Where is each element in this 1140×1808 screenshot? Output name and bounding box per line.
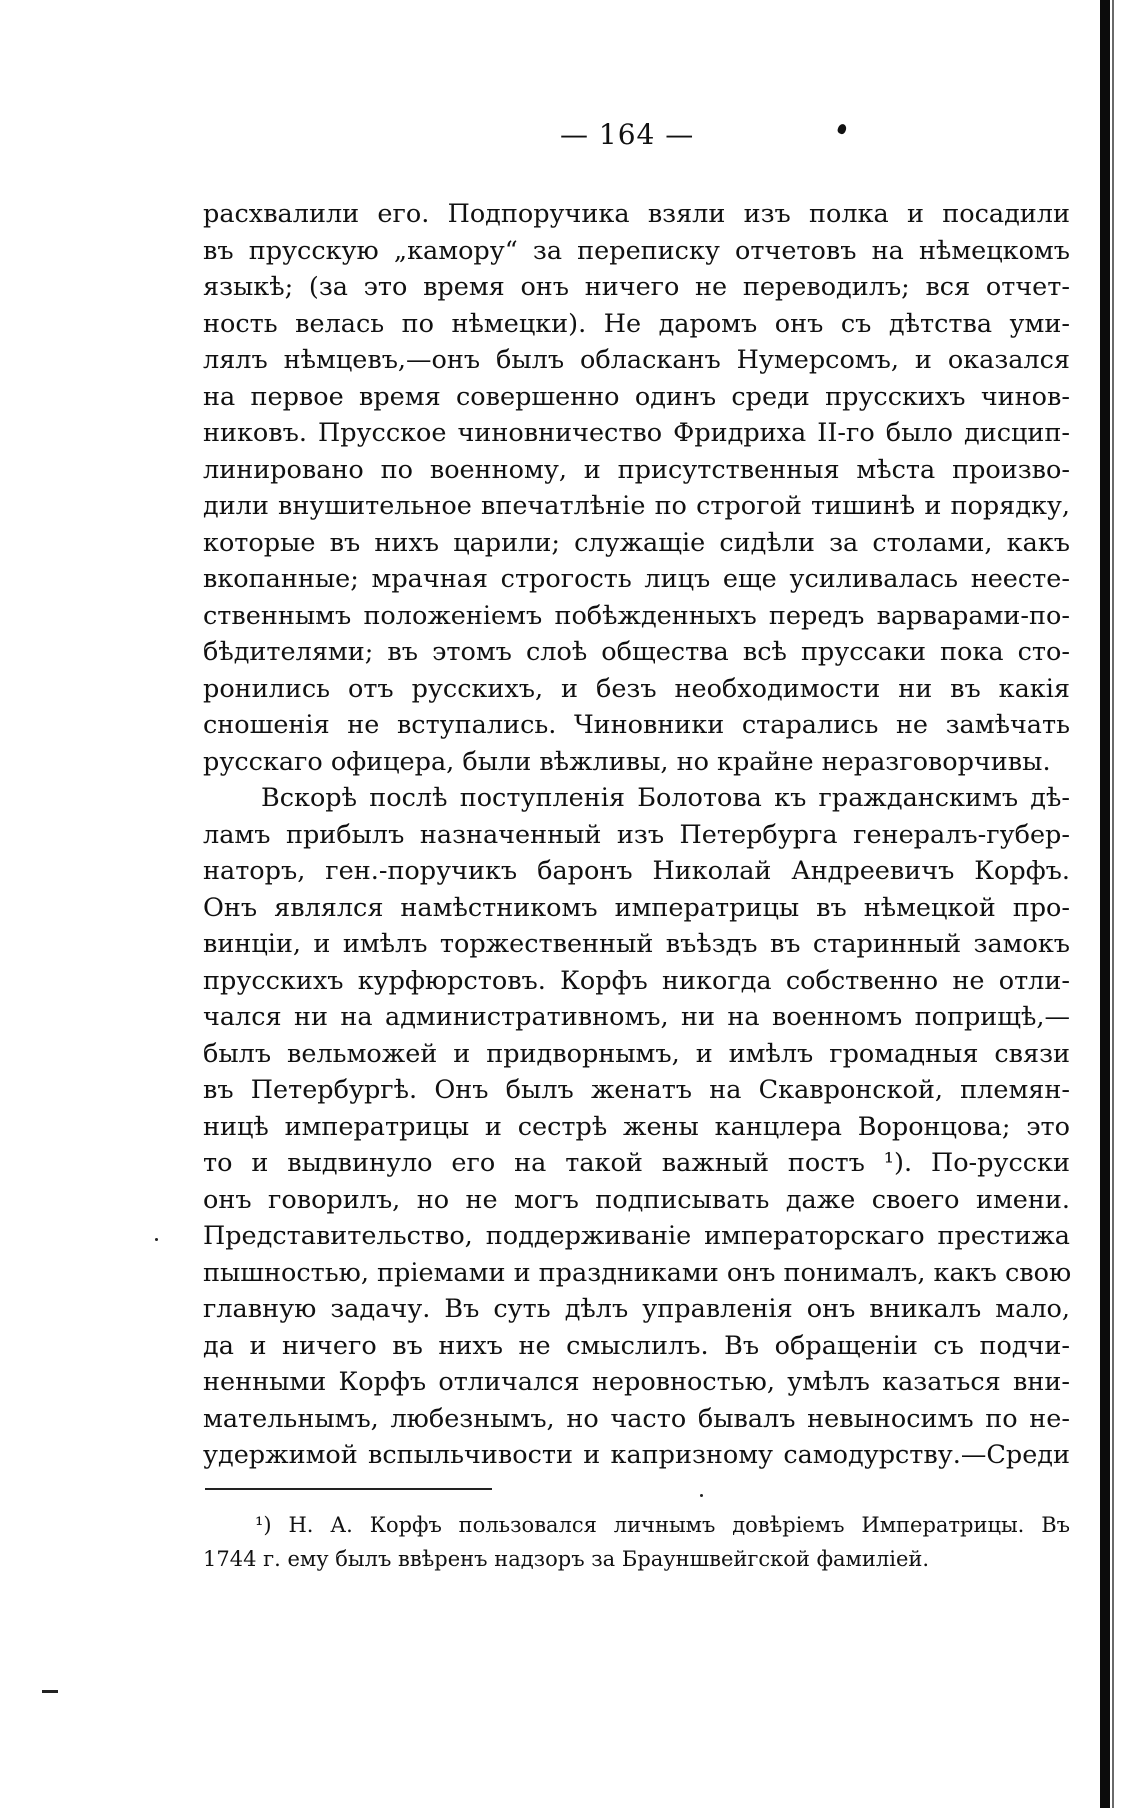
text-line: расхвалили его. Подпоручика взяли изъ полка и посадили [203, 199, 1070, 229]
text-line: былъ вельможей и придворнымъ, и имѣлъ громадныя связи [203, 1038, 1070, 1069]
text-line: языкѣ; (за это время онъ ничего не переводилъ; вся отчет- [203, 272, 1070, 302]
text-line: Онъ являлся намѣстникомъ императрицы въ нѣмецкой про- [203, 892, 1070, 923]
footnote-divider [205, 1488, 492, 1490]
text-line: ламъ прибылъ назначенный изъ Петербурга генералъ-губер- [203, 819, 1070, 850]
ink-speck [700, 1494, 703, 1497]
text-line: ность велась по нѣмецки). Не даромъ онъ съ дѣтства уми- [203, 308, 1070, 339]
text-line: удержимой вспыльчивости и капризному самодурству.—Среди [203, 1440, 1070, 1470]
text-line: никовъ. Прусское чиновничество Фридриха II-го было дисцип- [203, 418, 1070, 448]
page-edge-shadow [1100, 0, 1110, 1808]
text-line: ронились отъ русскихъ, и безъ необходимости ни въ какія [203, 673, 1070, 704]
footnote-line: ¹) Н. А. Корфъ пользовался личнымъ довѣріемъ Императрицы. Въ [255, 1513, 1070, 1537]
text-line: мательнымъ, любезнымъ, но часто бывалъ невыносимъ по не- [203, 1403, 1070, 1434]
text-line: онъ говорилъ, но не могъ подписывать даже своего имени. [203, 1184, 1070, 1215]
text-line: сношенія не вступались. Чиновники старались не замѣчать [203, 710, 1070, 740]
ink-blot-mark [837, 123, 848, 135]
text-line: въ прусскую „камору“ за переписку отчетовъ на нѣмецкомъ [203, 235, 1070, 266]
text-line: главную задачу. Въ суть дѣлъ управленія онъ вникалъ мало, [203, 1294, 1070, 1324]
text-line: линировано по военному, и присутственныя мѣста произво- [203, 454, 1070, 485]
page-edge-line [1112, 0, 1114, 1808]
text-line: лялъ нѣмцевъ,—онъ былъ обласканъ Нумерсомъ, и оказался [203, 345, 1070, 375]
text-line: прусскихъ курфюрстовъ. Корфъ никогда собственно не отли- [203, 965, 1070, 996]
footnote [203, 1508, 1070, 1576]
page-number: — 164 — [560, 118, 695, 151]
text-line: ненными Корфъ отличался неровностью, умѣлъ казаться вни- [203, 1367, 1070, 1397]
text-line: ницѣ императрицы и сестрѣ жены канцлера Воронцова; это [203, 1111, 1070, 1142]
text-line: пышностью, пріемами и праздниками онъ понималъ, какъ свою [203, 1257, 1072, 1288]
text-line: да и ничего въ нихъ не смыслилъ. Въ обращеніи съ подчи- [203, 1330, 1070, 1361]
margin-mark [42, 1690, 58, 1693]
text-line: вкопанные; мрачная строгость лицъ еще усиливалась неесте- [203, 564, 1070, 594]
body-text [203, 196, 1070, 1474]
text-line: ственнымъ положеніемъ побѣжденныхъ передъ варварами-по- [203, 600, 1070, 631]
text-line: русскаго офицера, были вѣжливы, но крайне неразговорчивы. [203, 746, 1051, 777]
text-line: Вскорѣ послѣ поступленія Болотова къ гражданскимъ дѣ- [261, 783, 1070, 813]
text-line: которые въ нихъ царили; служащіе сидѣли за столами, какъ [203, 527, 1070, 558]
text-line: въ Петербургѣ. Онъ былъ женатъ на Скавронской, племян- [203, 1075, 1070, 1105]
footnote-line: 1744 г. ему былъ ввѣренъ надзоръ за Брауншвейгской фамиліей. [203, 1547, 930, 1571]
text-line: бѣдителями; въ этомъ слоѣ общества всѣ пруссаки пока сто- [203, 637, 1070, 667]
text-line: на первое время совершенно одинъ среди прусскихъ чинов- [203, 381, 1070, 412]
text-line: то и выдвинуло его на такой важный постъ ¹). По-русски [203, 1148, 1070, 1178]
text-line: винціи, и имѣлъ торжественный въѣздъ въ старинный замокъ [203, 929, 1070, 959]
ink-speck [155, 1238, 158, 1241]
text-line: дили внушительное впечатлѣніе по строгой тишинѣ и порядку, [203, 491, 1070, 521]
text-line: чался ни на административномъ, ни на военномъ поприщѣ,— [203, 1002, 1070, 1032]
text-line: наторъ, ген.-поручикъ баронъ Николай Андреевичъ Корфъ. [203, 856, 1070, 886]
text-line: Представительство, поддерживаніе императорскаго престижа [203, 1221, 1070, 1251]
